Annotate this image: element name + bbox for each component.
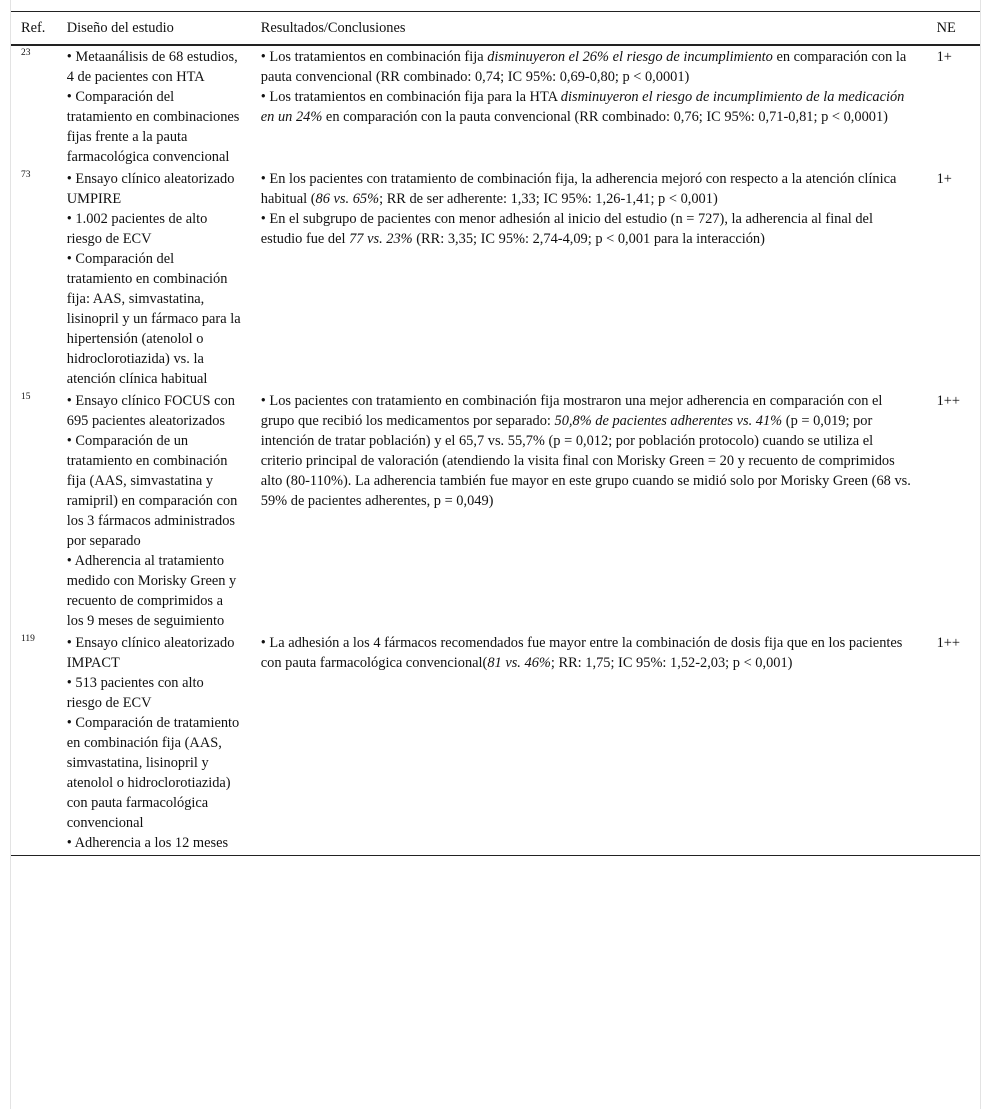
result-emphasis: disminuyeron el riesgo de incumplimiento de la medicación en un 24%: [260, 89, 905, 125]
ref-cell: 23: [21, 48, 31, 58]
result-emphasis: 50,8% de pacientes adherentes vs. 41%: [554, 413, 783, 429]
result-emphasis: 81 vs. 46%: [487, 655, 551, 671]
result-text: • La adhesión a los 4 fármacos recomendados fue mayor entre la combinación de dosis fija que en los pacientes con pauta farmacológica convencional(: [260, 635, 903, 671]
design-item: • Comparación de tratamiento en combinación fija (AAS, simvastatina, lisinopril y atenolol o hidroclorotiazida) con pauta farmacológica convencional: [66, 715, 240, 831]
result-emphasis: disminuyeron el 26% el riesgo de incumplimiento: [487, 49, 773, 65]
result-item: [261, 47, 917, 87]
design-item: • Comparación del tratamiento en combinaciones fijas frente a la pauta farmacológica convencional: [66, 89, 240, 165]
header-ne: NE: [927, 12, 980, 46]
results-cell: [251, 45, 927, 168]
ref-cell: 119: [11, 632, 57, 856]
result-text: (p = 0,019; por intención de tratar población) y el 65,7 vs. 55,7% (p = 0,012; por población protocolo) cuando se utiliza el criterio principal de valoración (atendiendo la visita final con Morisky Green = 20 y recuento de comprimidos alto (80-110%). La adherencia también fue mayor en este grupo cuando se midió solo por Morisky Green (68 vs. 59% de pacientes adherentes, p = 0,049): [260, 413, 911, 509]
results-cell: [251, 390, 927, 632]
design-item: • Comparación de un tratamiento en combinación fija (AAS, simvastatina y ramipril) en comparación con los 3 fármacos administrados por separado: [66, 433, 238, 549]
ne-cell: 1+: [936, 171, 952, 187]
header-ref: Ref.: [11, 12, 57, 46]
design-cell: [57, 632, 251, 856]
ne-cell: 1+: [936, 49, 952, 65]
header-results: Resultados/Conclusiones: [251, 12, 927, 46]
design-item: • Adherencia al tratamiento medido con Morisky Green y recuento de comprimidos a los 9 meses de seguimiento: [66, 553, 237, 629]
result-text: • Los pacientes con tratamiento en combinación fija mostraron una mejor adherencia en comparación con el grupo que recibió los medicamentos por separado:: [260, 393, 883, 429]
result-emphasis: 77 vs. 23%: [349, 231, 413, 247]
design-cell: [57, 45, 251, 168]
header-row: [11, 12, 980, 46]
design-item: • Comparación del tratamiento en combinación fija: AAS, simvastatina, lisinopril y un fármaco para la hipertensión (atenolol o hidroclorotiazida) vs. la atención clínica habitual: [66, 251, 241, 387]
design-item: • Ensayo clínico FOCUS con 695 pacientes aleatorizados: [66, 393, 235, 429]
result-text: ; RR de ser adherente: 1,33; IC 95%: 1,26-1,41; p < 0,001): [379, 191, 718, 207]
result-emphasis: 86 vs. 65%: [315, 191, 380, 207]
ref-cell: 15: [21, 392, 31, 402]
design-item: • Ensayo clínico aleatorizado UMPIRE: [66, 171, 235, 207]
result-text: en comparación con la pauta convencional (RR combinado: 0,74; IC 95%: 0,69-0,80; p < 0,0001): [260, 49, 907, 85]
result-item: [261, 633, 917, 673]
design-cell: [57, 390, 251, 632]
result-text: • Los tratamientos en combinación fija: [260, 49, 488, 65]
result-item: [261, 209, 917, 249]
design-item: • 513 pacientes con alto riesgo de ECV: [66, 675, 204, 711]
ref-cell: 73: [21, 170, 31, 180]
design-cell: [57, 168, 251, 390]
design-item: • Ensayo clínico aleatorizado IMPACT: [66, 635, 235, 671]
result-text: • En el subgrupo de pacientes con menor adhesión al inicio del estudio (n = 727), la adherencia al final del estudio fue del: [260, 211, 873, 247]
result-item: [261, 169, 917, 209]
results-cell: [251, 168, 927, 390]
result-text: • En los pacientes con tratamiento de combinación fija, la adherencia mejoró con respecto a la atención clínica habitual (: [260, 171, 897, 207]
results-cell: [251, 632, 927, 856]
design-item: • 1.002 pacientes de alto riesgo de ECV: [66, 211, 208, 247]
table-row: [11, 390, 980, 632]
result-text: ; RR: 1,75; IC 95%: 1,52-2,03; p < 0,001): [550, 655, 793, 671]
result-item: [261, 87, 917, 127]
evidence-table: [11, 11, 980, 856]
table-row: [11, 168, 980, 390]
design-item: • Adherencia a los 12 meses: [66, 835, 229, 851]
design-item: • Metaanálisis de 68 estudios, 4 de pacientes con HTA: [66, 49, 238, 85]
result-text: en comparación con la pauta convencional (RR combinado: 0,76; IC 95%: 0,71-0,81; p < 0,0001): [322, 109, 888, 125]
table-row: [11, 632, 980, 856]
result-text: • Los tratamientos en combinación fija para la HTA: [260, 89, 561, 105]
ne-cell: 1++: [927, 632, 980, 856]
result-text: (RR: 3,35; IC 95%: 2,74-4,09; p < 0,001 para la interacción): [412, 231, 765, 247]
result-item: [261, 391, 917, 511]
ne-cell: 1++: [936, 393, 960, 409]
header-design: Diseño del estudio: [57, 12, 251, 46]
table-row: [11, 45, 980, 168]
